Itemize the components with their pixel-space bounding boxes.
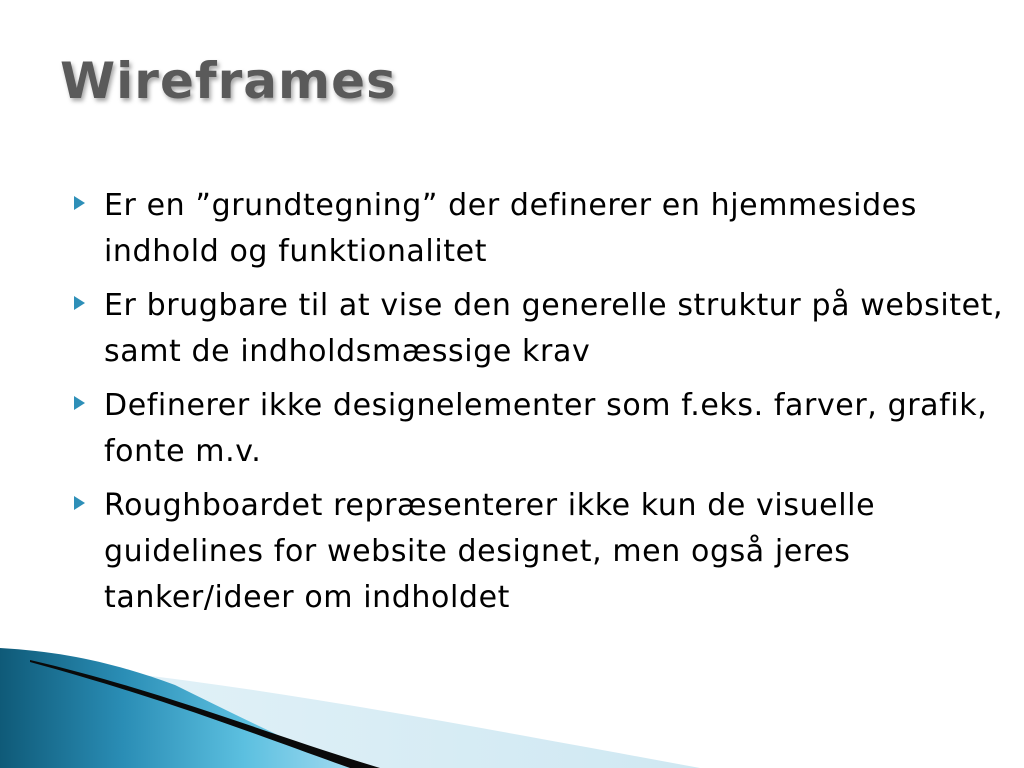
- bullet-text: Er en ”grundtegning” der definerer en hjemmesides indhold og funktionalitet: [104, 188, 918, 269]
- slide-title: Wireframes: [60, 52, 397, 110]
- bullet-text: Er brugbare til at vise den generelle struktur på websitet, samt de indholdsmæssige krav: [104, 288, 1004, 369]
- bullet-text: Definerer ikke designelementer som f.eks. farver, grafik, fonte m.v.: [104, 388, 988, 469]
- bullet-text: Roughboardet repræsenterer ikke kun de visuelle guidelines for website designet, men også jeres tanker/ideer om indholdet: [104, 488, 876, 615]
